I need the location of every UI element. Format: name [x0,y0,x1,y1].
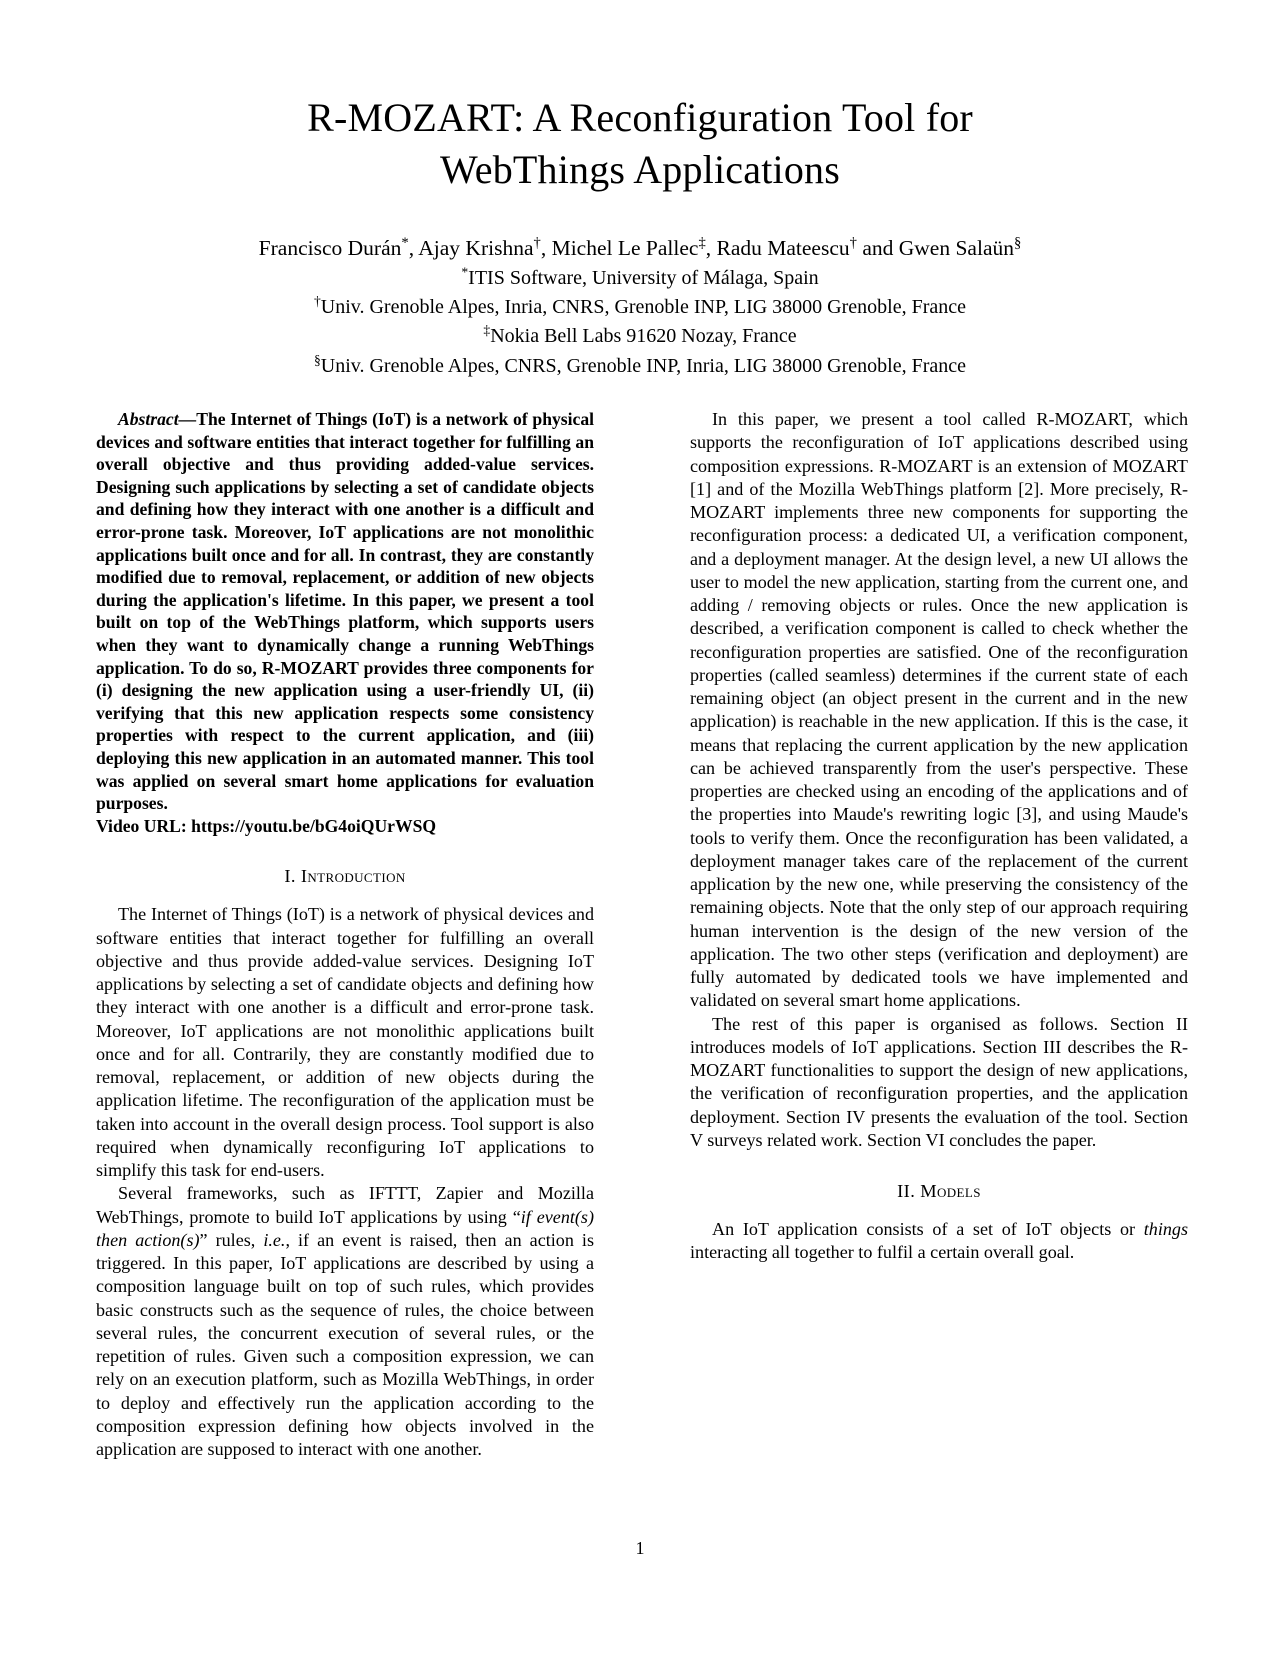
intro-p2-italic-1: if event(s) then action(s) [96,1206,594,1250]
video-url-value[interactable]: https://youtu.be/bG4oiQUrWSQ [191,815,437,836]
author-mark-2: ‡ [698,234,706,251]
column-right [690,408,1188,1265]
abstract-text: The Internet of Things (IoT) is a network of physical devices and software entities that interact together for fulfilling an overall objective and thus providing added-value services. Designing such applications by selecting a set of candidate objects and defining how they interact with one another is a difficult and error-prone task. Moreover, IoT applications are not monolithic applications built once and for all. In contrast, they are constantly modified due to removal, replacement, or addition of new objects during the application's lifetime. In this paper, we present a tool built on top of the WebThings platform, which supports users when they want to dynamically change a running WebThings application. To do so, R-MOZART provides three components for (i) designing the new application using a user-friendly UI, (ii) verifying that this new application respects some consistency properties with respect to the current application, and (iii) deploying this new application in an automated manner. This tool was applied on several smart home applications for evaluation purposes. [96,409,594,814]
page-title-line-2: WebThings Applications [439,147,841,192]
intro-paragraph-3: In this paper, we present a tool called R-MOZART, which supports the reconfiguration of IoT applications described using composition expressions. R-MOZART is an extension of MOZART [1] and of the Mozilla WebThings platform [2]. More precisely, R-MOZART implements three new components for supporting the reconfiguration process: a dedicated UI, a verification component, and a deployment manager. At the design level, a new UI allows the user to model the new application, starting from the current one, and adding / removing objects or rules. Once the new application is described, a verification component is called to check whether the reconfiguration properties are satisfied. One of the reconfiguration properties (called seamless) determines if the current state of each remaining object (an object present in the current and in the new application) is reachable in the new application. If this is the case, it means that replacing the current application by the new application can be achieved transparently from the user's perspective. These properties are checked using an encoding of the applications and of the properties into Maude's rewriting logic [3], and using Maude's tools to verify them. Once the reconfiguration has been validated, a deployment manager takes care of the replacement of the current application by the new one, while preserving the consistency of the remaining objects. Note that the only step of our approach requiring human intervention is the design of the new version of the application. The two other steps (verification and deployment) are fully automated by dedicated tools we have implemented and validated on several smart home applications. [690,409,1188,1011]
intro-p2-part-c: , if an event is raised, then an action is triggered. In this paper, IoT applications are described by using a composition language built on top of such rules, which provides basic constructs such as the sequence of rules, the choice between several rules, the concurrent execution of several rules, or the repetition of rules. Given such a composition expression, we can rely on an execution platform, such as Mozilla WebThings, in order to deploy and effectively run the application according to the composition expression defining how objects involved in the application are supposed to interact with one another. [96,1229,594,1460]
affiliation-text-3: Univ. Grenoble Alpes, CNRS, Grenoble INP, Inria, LIG 38000 Grenoble, France [320,354,967,377]
models-p1-part-b: interacting all together to fulfil a certain overall goal. [690,1242,1075,1263]
intro-paragraph-2 [96,1182,594,1461]
author-name-3: Radu Mateescu [716,236,850,260]
author-mark-4: § [1014,234,1022,251]
spacer [690,1152,1188,1181]
body-columns [96,408,1188,1508]
author-conjunction: and [862,236,894,260]
abstract-label: Abstract— [118,409,197,429]
author-name-4: Gwen Salaün [898,236,1014,260]
intro-p2-part-b: ” rules, [199,1229,264,1250]
models-p1-italic: things [1143,1219,1188,1239]
affiliation-1 [120,293,1160,322]
section-heading-models: II. Models [897,1181,981,1201]
affiliation-2 [120,322,1160,351]
affiliation-3 [120,352,1160,381]
authors-block [120,233,1160,381]
author-name-0: Francisco Durán [258,236,402,260]
author-name-1: Ajay Krishna [418,236,534,260]
affiliation-mark-2: ‡ [483,322,491,338]
affiliation-text-1: Univ. Grenoble Alpes, Inria, CNRS, Grenoble INP, LIG 38000 Grenoble, France [320,295,967,318]
affiliation-0 [120,264,1160,293]
models-p1-part-a: An IoT application consists of a set of IoT objects or [712,1219,1144,1239]
author-list: Francisco Durán*, Ajay Krishna†, Michel Le Pallec‡, Radu Mateescu† and Gwen Salaün§ [258,234,1022,260]
affiliation-text-2: Nokia Bell Labs 91620 Nozay, France [490,325,797,348]
spacer [96,887,594,903]
spacer [96,837,594,866]
page-number: 1 [635,1538,645,1558]
title-block [120,92,1160,196]
affiliation-mark-1: † [313,293,321,309]
author-mark-0: * [401,234,409,251]
abstract-paragraph [96,408,594,815]
author-mark-3: † [849,234,857,251]
author-name-2: Michel Le Pallec [551,236,699,260]
spacer [690,1202,1188,1218]
intro-paragraph-1: The Internet of Things (IoT) is a network of physical devices and software entities that interact together for fulfilling an overall objective and thus provide added-value services. Designing IoT applications by selecting a set of candidate objects and defining how they interact with one another is a difficult and error-prone task. Moreover, IoT applications are not monolithic applications built once and for all. Contrarily, they are constantly modified due to removal, replacement, or addition of new objects during the application lifetime. The reconfiguration of the application must be taken into account in the overall design process. Tool support is also required when dynamically reconfiguring IoT applications to simplify this task for end-users. [96,904,594,1181]
video-url-label: Video URL: [96,815,187,836]
intro-p2-italic-2: i.e. [263,1229,286,1250]
column-left [96,408,594,1461]
affiliation-text-0: ITIS Software, University of Málaga, Spain [468,266,819,289]
video-url-line [96,815,594,838]
affiliation-mark-3: § [313,352,321,368]
intro-p2-part-a: Several frameworks, such as IFTTT, Zapier and Mozilla WebThings, promote to build IoT applications by using “ [96,1183,594,1227]
intro-paragraph-4: The rest of this paper is organised as follows. Section II introduces models of IoT applications. Section III describes the R-MOZART functionalities to support the design of new applications, the verification of reconfiguration properties, and the application deployment. Section IV presents the evaluation of the tool. Section V surveys related work. Section VI concludes the paper. [690,1013,1188,1150]
author-mark-1: † [533,234,541,251]
models-paragraph-1 [690,1218,1188,1265]
section-heading-introduction: I. Introduction [284,866,406,887]
page-title-line-1: R-MOZART: A Reconfiguration Tool for [307,95,973,140]
affiliation-mark-0: * [461,263,469,279]
